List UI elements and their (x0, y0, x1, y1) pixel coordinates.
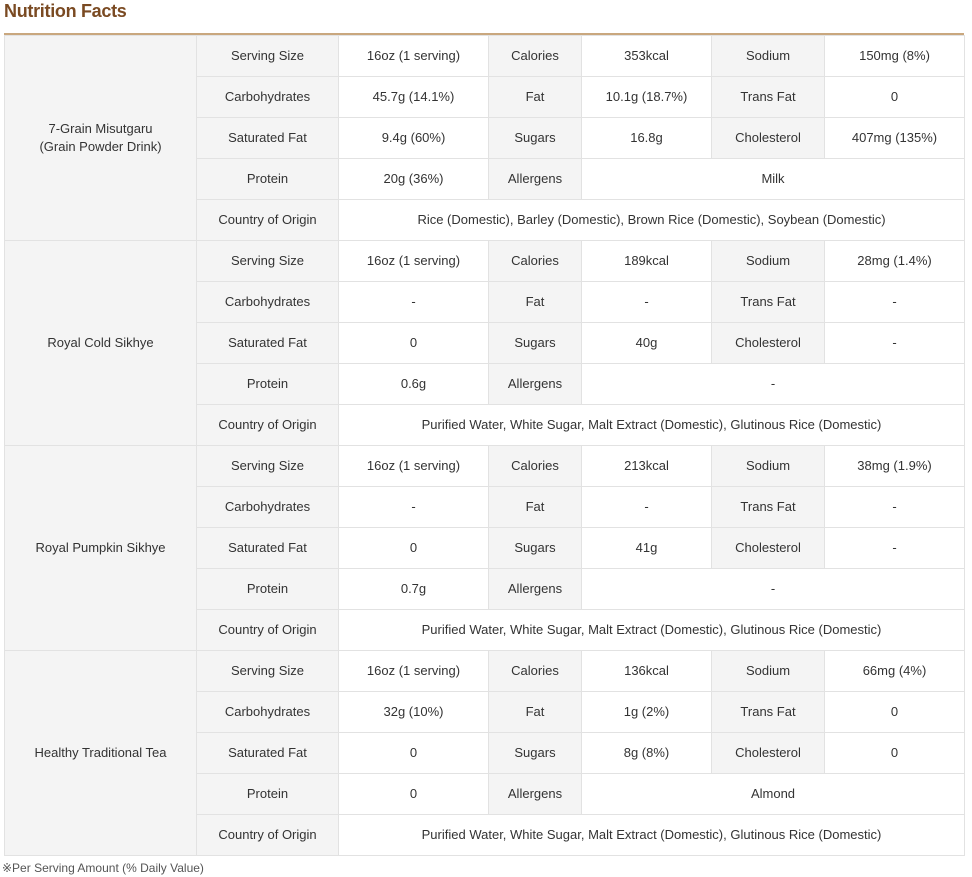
serving-size-label: Serving Size (197, 446, 339, 487)
sugars-value: 16.8g (582, 118, 712, 159)
saturated-fat-label: Saturated Fat (197, 733, 339, 774)
fat-label: Fat (489, 77, 582, 118)
fat-value: 1g (2%) (582, 692, 712, 733)
protein-value: 0 (339, 774, 489, 815)
allergens-value: Milk (582, 159, 965, 200)
trans-fat-value: 0 (825, 692, 965, 733)
calories-value: 189kcal (582, 241, 712, 282)
sodium-value: 38mg (1.9%) (825, 446, 965, 487)
fat-value: 10.1g (18.7%) (582, 77, 712, 118)
sugars-label: Sugars (489, 528, 582, 569)
allergens-value: - (582, 364, 965, 405)
protein-value: 20g (36%) (339, 159, 489, 200)
table-row (5, 36, 965, 77)
serving-size-label: Serving Size (197, 241, 339, 282)
protein-label: Protein (197, 159, 339, 200)
cholesterol-value: 0 (825, 733, 965, 774)
trans-fat-value: 0 (825, 77, 965, 118)
table-row (5, 241, 965, 282)
calories-value: 213kcal (582, 446, 712, 487)
trans-fat-value: - (825, 487, 965, 528)
protein-label: Protein (197, 364, 339, 405)
allergens-label: Allergens (489, 159, 582, 200)
allergens-value: Almond (582, 774, 965, 815)
nutrition-table-container (4, 33, 964, 856)
footnote: ※Per Serving Amount (% Daily Value) (2, 861, 204, 875)
carbohydrates-label: Carbohydrates (197, 487, 339, 528)
cholesterol-value: - (825, 528, 965, 569)
serving-size-label: Serving Size (197, 36, 339, 77)
protein-value: 0.6g (339, 364, 489, 405)
fat-label: Fat (489, 692, 582, 733)
country-of-origin-label: Country of Origin (197, 815, 339, 856)
serving-size-value: 16oz (1 serving) (339, 36, 489, 77)
country-of-origin-label: Country of Origin (197, 200, 339, 241)
calories-value: 136kcal (582, 651, 712, 692)
carbohydrates-value: 45.7g (14.1%) (339, 77, 489, 118)
allergens-label: Allergens (489, 364, 582, 405)
country-of-origin-value: Rice (Domestic), Barley (Domestic), Brown Rice (Domestic), Soybean (Domestic) (339, 200, 965, 241)
sodium-value: 66mg (4%) (825, 651, 965, 692)
product-name: Royal Pumpkin Sikhye (5, 446, 197, 651)
sugars-value: 8g (8%) (582, 733, 712, 774)
saturated-fat-label: Saturated Fat (197, 323, 339, 364)
trans-fat-value: - (825, 282, 965, 323)
sodium-label: Sodium (712, 36, 825, 77)
saturated-fat-value: 0 (339, 528, 489, 569)
product-name: Royal Cold Sikhye (5, 241, 197, 446)
fat-label: Fat (489, 487, 582, 528)
saturated-fat-value: 0 (339, 323, 489, 364)
cholesterol-value: - (825, 323, 965, 364)
product-name: 7-Grain Misutgaru (Grain Powder Drink) (5, 36, 197, 241)
calories-label: Calories (489, 36, 582, 77)
cholesterol-label: Cholesterol (712, 733, 825, 774)
carbohydrates-value: - (339, 282, 489, 323)
cholesterol-value: 407mg (135%) (825, 118, 965, 159)
carbohydrates-label: Carbohydrates (197, 77, 339, 118)
sugars-value: 40g (582, 323, 712, 364)
country-of-origin-value: Purified Water, White Sugar, Malt Extract (Domestic), Glutinous Rice (Domestic) (339, 815, 965, 856)
sodium-value: 28mg (1.4%) (825, 241, 965, 282)
sodium-label: Sodium (712, 446, 825, 487)
cholesterol-label: Cholesterol (712, 118, 825, 159)
table-row (5, 651, 965, 692)
country-of-origin-label: Country of Origin (197, 610, 339, 651)
carbohydrates-value: 32g (10%) (339, 692, 489, 733)
page-title: Nutrition Facts (4, 1, 127, 21)
sodium-value: 150mg (8%) (825, 36, 965, 77)
trans-fat-label: Trans Fat (712, 692, 825, 733)
protein-value: 0.7g (339, 569, 489, 610)
cholesterol-label: Cholesterol (712, 528, 825, 569)
serving-size-value: 16oz (1 serving) (339, 241, 489, 282)
nutrition-table (4, 35, 965, 856)
saturated-fat-value: 9.4g (60%) (339, 118, 489, 159)
fat-value: - (582, 487, 712, 528)
country-of-origin-value: Purified Water, White Sugar, Malt Extract (Domestic), Glutinous Rice (Domestic) (339, 610, 965, 651)
allergens-value: - (582, 569, 965, 610)
saturated-fat-label: Saturated Fat (197, 528, 339, 569)
sugars-value: 41g (582, 528, 712, 569)
sugars-label: Sugars (489, 118, 582, 159)
carbohydrates-value: - (339, 487, 489, 528)
trans-fat-label: Trans Fat (712, 487, 825, 528)
country-of-origin-label: Country of Origin (197, 405, 339, 446)
product-name: Healthy Traditional Tea (5, 651, 197, 856)
trans-fat-label: Trans Fat (712, 282, 825, 323)
protein-label: Protein (197, 774, 339, 815)
serving-size-value: 16oz (1 serving) (339, 651, 489, 692)
carbohydrates-label: Carbohydrates (197, 282, 339, 323)
calories-label: Calories (489, 651, 582, 692)
protein-label: Protein (197, 569, 339, 610)
sodium-label: Sodium (712, 241, 825, 282)
serving-size-value: 16oz (1 serving) (339, 446, 489, 487)
saturated-fat-value: 0 (339, 733, 489, 774)
sugars-label: Sugars (489, 733, 582, 774)
serving-size-label: Serving Size (197, 651, 339, 692)
fat-value: - (582, 282, 712, 323)
country-of-origin-value: Purified Water, White Sugar, Malt Extract (Domestic), Glutinous Rice (Domestic) (339, 405, 965, 446)
saturated-fat-label: Saturated Fat (197, 118, 339, 159)
fat-label: Fat (489, 282, 582, 323)
calories-value: 353kcal (582, 36, 712, 77)
sugars-label: Sugars (489, 323, 582, 364)
sodium-label: Sodium (712, 651, 825, 692)
calories-label: Calories (489, 241, 582, 282)
cholesterol-label: Cholesterol (712, 323, 825, 364)
trans-fat-label: Trans Fat (712, 77, 825, 118)
allergens-label: Allergens (489, 774, 582, 815)
allergens-label: Allergens (489, 569, 582, 610)
calories-label: Calories (489, 446, 582, 487)
carbohydrates-label: Carbohydrates (197, 692, 339, 733)
table-row (5, 446, 965, 487)
